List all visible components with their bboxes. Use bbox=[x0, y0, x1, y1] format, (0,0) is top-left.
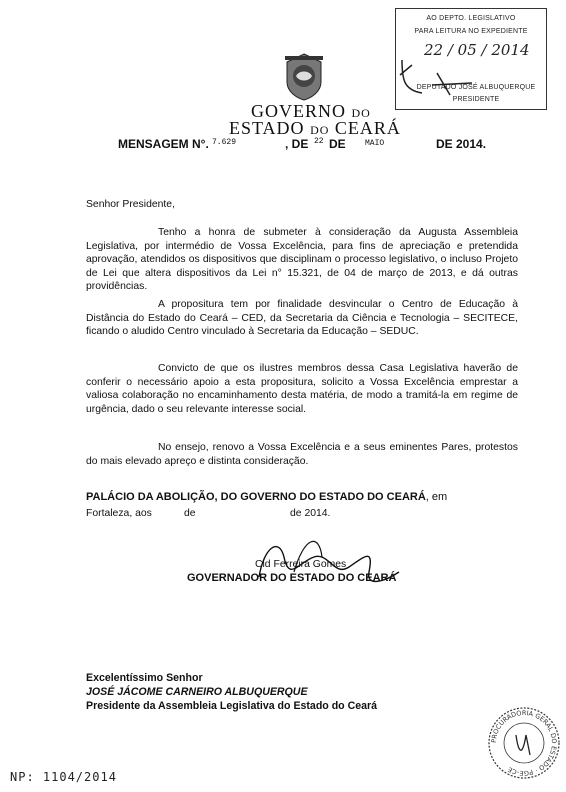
state-word: ESTADO bbox=[229, 118, 305, 138]
letterhead-line-2 bbox=[229, 118, 401, 139]
stamp-line-2: PARA LEITURA NO EXPEDIENTE bbox=[414, 28, 528, 35]
stamp-line-4: PRESIDENTE bbox=[452, 96, 500, 103]
gov-word: GOVERNO bbox=[251, 101, 346, 121]
message-day: 22 bbox=[314, 137, 324, 146]
closing-city: Fortaleza, aos bbox=[86, 508, 152, 519]
salutation: Senhor Presidente, bbox=[86, 199, 175, 210]
signer-title: GOVERNADOR DO ESTADO DO CEARÁ bbox=[187, 572, 397, 584]
pge-seal-icon bbox=[486, 705, 562, 781]
stamp-date: 22 / 05 / 2014 bbox=[424, 41, 530, 59]
state-crest-icon bbox=[281, 52, 327, 102]
gov-small: DO bbox=[351, 106, 371, 120]
closing-year: de 2014. bbox=[290, 508, 331, 519]
state-small: DO bbox=[310, 123, 330, 137]
state-name: CEARÁ bbox=[334, 118, 401, 138]
closing-line-1 bbox=[86, 491, 518, 505]
signer-name: Cid Ferreira Gomes bbox=[255, 559, 347, 570]
message-de-1: , DE bbox=[285, 137, 309, 151]
message-number: 7.629 bbox=[212, 138, 237, 147]
addressee-line-1: Excelentíssimo Senhor bbox=[86, 672, 203, 684]
message-label: MENSAGEM N°. bbox=[118, 137, 209, 151]
paragraph-4: No ensejo, renovo a Vossa Excelência e a seus eminentes Pares, protestos do mais elevado apreço e distinta consideração. bbox=[86, 442, 518, 467]
paragraph-1: Tenho a honra de submeter à consideração da Augusta Assembleia Legislativa, por intermédio de Vossa Excelência, para fins de apreciação e pretendida aprovação, atendidos os dispositivos que disciplinam o processo legislativo, o incluso Projeto de Lei que altera dispositivos da Lei n° 15.321, de 04 de março de 2013, e dá outras providências. bbox=[86, 227, 518, 292]
message-de-2: DE bbox=[329, 137, 346, 151]
seal-text: PROCURADORIA GERAL DO ESTADO · PGE-CE bbox=[489, 708, 559, 778]
paragraph-3: Convicto de que os ilustres membros dessa Casa Legislativa haverão de conferir o necessário apoio a esta propositura, solicito a Vossa Excelência emprestar a valiosa colaboração no encaminhamento desta matéria, de modo a tramitá-la em regime de urgência, dado o seu relevante interesse social. bbox=[86, 363, 518, 415]
addressee-line-3: Presidente da Assembleia Legislativa do Estado do Ceará bbox=[86, 700, 378, 712]
closing-de: de bbox=[184, 508, 196, 519]
stamp-line-3: DEPUTADO JOSÉ ALBUQUERQUE bbox=[416, 84, 536, 91]
initial-scribble bbox=[392, 55, 482, 100]
addressee-line-2: JOSÉ JÁCOME CARNEIRO ALBUQUERQUE bbox=[86, 686, 308, 698]
message-year: DE 2014. bbox=[436, 137, 487, 151]
message-month: MAIO bbox=[365, 139, 385, 148]
paragraph-2: A propositura tem por finalidade desvincular o Centro de Educação à Distância do Estado do Ceará – CED, da Secretaria da Ciência e Tecnologia – SECITECE, ficando o aludido Centro vinculado à Secretaria da Educação – SEDUC. bbox=[86, 299, 518, 337]
protocol-number: NP: 1104/2014 bbox=[10, 770, 117, 784]
palace-name: PALÁCIO DA ABOLIÇÃO, DO GOVERNO DO ESTADO DO CEARÁ bbox=[86, 491, 426, 503]
closing-em: , em bbox=[425, 491, 448, 503]
stamp-line-1: AO DEPTO. LEGISLATIVO bbox=[426, 15, 516, 22]
